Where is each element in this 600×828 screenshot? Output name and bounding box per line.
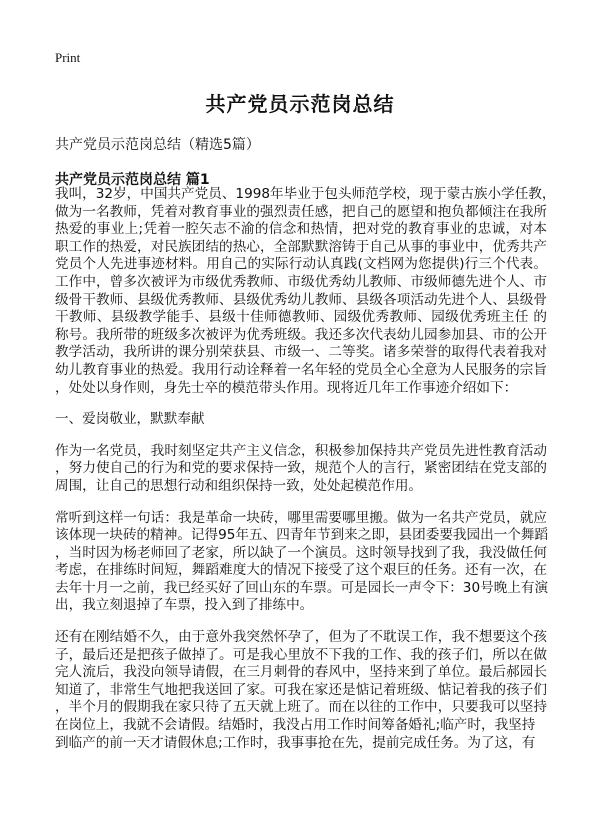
paragraph (55, 629, 547, 752)
text-line: 考虑，在排练时间短，舞蹈难度大的情况下接受了这个艰巨的任务。还有一次，在 (55, 562, 547, 579)
text-line: 我叫，32岁，中国共产党员、1998年毕业于包头师范学校，现于蒙古族小学任教， (55, 186, 556, 202)
paragraph (55, 186, 556, 397)
text-line: 幼儿教育事业的热爱。我用行动诠释着一名年轻的党员全心全意为人民服务的宗旨 (55, 361, 547, 378)
text-line: ，半个月的假期我在家只待了五天就上班了。而在以往的工作中，只要我可以坚持 (55, 699, 547, 716)
text-line: 党员个人先进事迹材料。用自己的实际行动认真践(文档网为您提供)行三个代表。 (55, 256, 547, 273)
text-line: 作为一名党员，我时刻坚定共产主义信念，积极参加保持共产党员先进性教育活动 (55, 442, 547, 459)
text-line: 周围，让自己的思想行动和组织保持一致，处处起模范作用。 (55, 477, 423, 494)
text-line: 该体现一块砖的精神。记得95年五、四青年节到来之即，县团委要我园出一个舞蹈 (55, 527, 549, 544)
text-line: 去年十月一之前，我已经买好了回山东的车票。可是园长一声令下：30号晚上有演 (55, 579, 549, 596)
print-label: Print (55, 50, 81, 65)
text-line: 知道了，非常生气地把我送回了家。可我在家还是惦记着班级、惦记着我的孩子们 (55, 681, 547, 698)
paragraph (55, 443, 547, 496)
text-line: 工作中，曾多次被评为市级优秀教师、市级优秀幼儿教师、市级师德先进个人、市 (55, 273, 547, 290)
document-title: 共产党员示范岗总结 (205, 92, 395, 116)
text-line: 称号。我所带的班级多次被评为优秀班级。我还多次代表幼儿园参加县、市的公开 (55, 326, 547, 343)
text-line: 常听到这样一句话：我是革命一块砖，哪里需要哪里搬。做为一名共产党员，就应 (55, 509, 547, 526)
text-line: 热爱的事业上;凭着一腔矢志不渝的信念和热情，把对党的教育事业的忠诚，对本 (55, 221, 547, 238)
document-subtitle: 共产党员示范岗总结（精选5篇） (55, 137, 260, 153)
text-line: 干教师、县级教学能手、县级十佳师德教师、园级优秀教师、园级优秀班主任 的 (55, 309, 547, 326)
text-line: 完人流后，我没向领导请假，在三月刺骨的春风中，坚持来到了单位。最后郝园长 (55, 664, 547, 681)
text-line: 还有在刚结婚不久，由于意外我突然怀孕了，但为了不耽误工作，我不想要这个孩 (55, 629, 547, 646)
subsection-heading (55, 411, 547, 429)
text-line: 在岗位上，我就不会请假。结婚时，我没占用工作时间筹备婚礼;临产时，我坚持 (55, 717, 536, 734)
text-line: 教学活动，我所讲的课分别荣获县、市级一、二等奖。诸多荣誉的取得代表着我对 (55, 344, 547, 361)
document-body (55, 186, 556, 766)
text-line: 到临产的前一天才请假休息;工作时，我事事抢在先，提前完成任务。为了这，有 (55, 734, 536, 751)
paragraph (55, 510, 547, 616)
text-line: ，努力使自己的行为和党的要求保持一致，规范个人的言行，紧密团结在党支部的 (55, 460, 547, 477)
text-line: 级骨干教师、县级优秀教师、县级优秀幼儿教师、县级各项活动先进个人、县级骨 (55, 291, 547, 308)
text-line: 子，最后还是把孩子做掉了。可是我心里放不下我的工作、我的孩子们，所以在做 (55, 646, 547, 663)
text-line: 出，我立刻退掉了车票，投入到了排练中。 (55, 597, 314, 614)
text-line: 做为一名教师，凭着对教育事业的强烈责任感，把自己的愿望和抱负都倾注在我所 (55, 203, 547, 220)
text-line: ，处处以身作则，身先士卒的模范带头作用。现将近几年工作事迹介绍如下： (55, 379, 518, 396)
section-heading: 共产党员示范岗总结 篇1 (55, 172, 210, 188)
text-line: 职工作的热爱，对民族团结的热心，全部默默溶铸于自己从事的事业中，优秀共产 (55, 238, 547, 255)
text-line: 一、爱岗敬业，默默奉献 (55, 411, 205, 428)
text-line: ，当时因为杨老师回了老家，所以缺了一个演员。这时领导找到了我，我没做任何 (55, 544, 547, 561)
